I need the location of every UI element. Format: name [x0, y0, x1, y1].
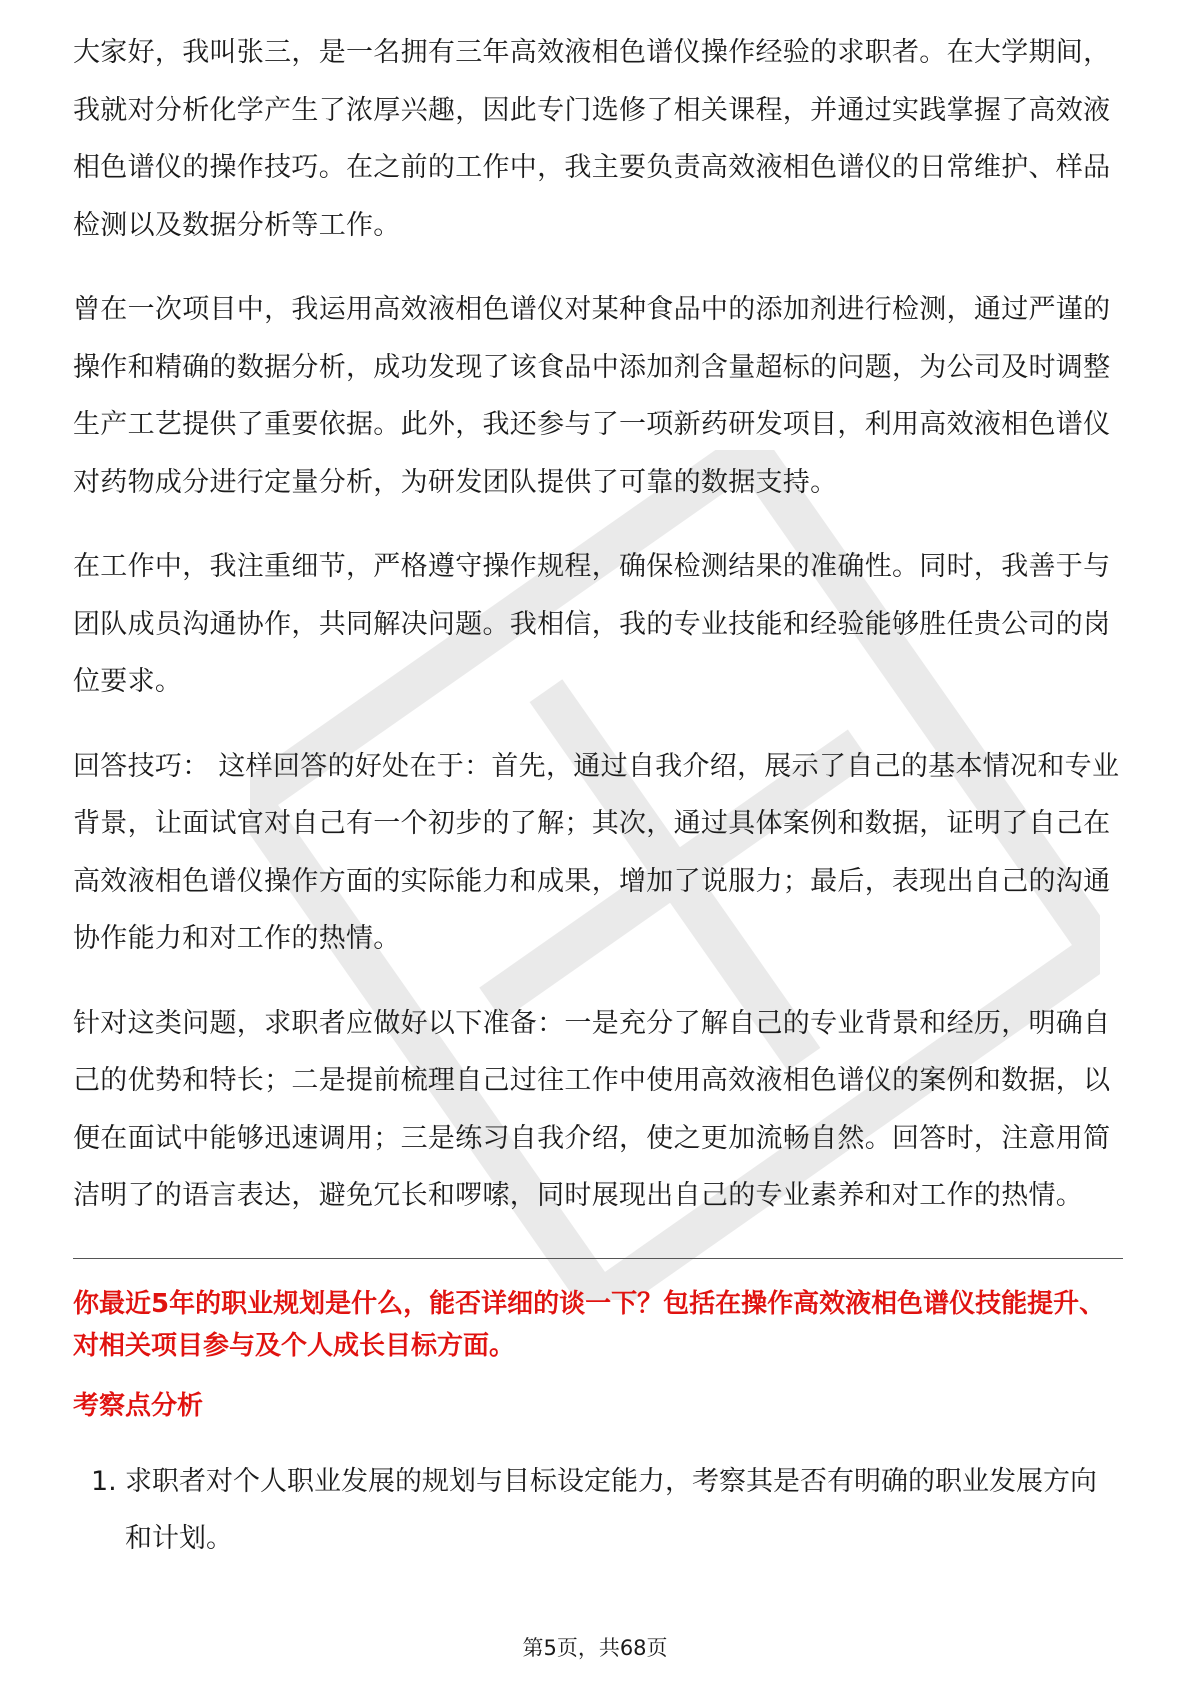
paragraph-preparation: 针对这类问题，求职者应做好以下准备：一是充分了解自己的专业背景和经历，明确自己的优势和特长；二是提前梳理自己过往工作中使用高效液相色谱仪的案例和数据，以便在面试中能够迅速调用；三是练习自我介绍，使之更加流畅自然。回答时，注意用简洁明了的语言表达，避免冗长和啰嗦，同时展现出自己的专业素养和对工作的热情。 — [73, 1007, 1111, 1211]
section-heading: 考察点分析 — [73, 1390, 204, 1421]
list-item-number: 1. — [91, 1465, 117, 1497]
analysis-list — [73, 1453, 1123, 1567]
paragraph-project-experience: 曾在一次项目中，我运用高效液相色谱仪对某种食品中的添加剂进行检测，通过严谨的操作和精确的数据分析，成功发现了该食品中添加剂含量超标的问题，为公司及时调整生产工艺提供了重要依据。此外，我还参与了一项新药研发项目，利用高效液相色谱仪对药物成分进行定量分析，为研发团队提供了可靠的数据支持。 — [73, 294, 1111, 498]
paragraph-answer-tips: 回答技巧： 这样回答的好处在于：首先，通过自我介绍，展示了自己的基本情况和专业背景，让面试官对自己有一个初步的了解；其次，通过具体案例和数据，证明了自己在高效液相色谱仪操作方面的实际能力和成果，增加了说服力；最后，表现出自己的沟通协作能力和对工作的热情。 — [73, 750, 1120, 954]
document-body — [73, 24, 1123, 1567]
page-footer: 第5页，共68页 — [522, 1636, 668, 1660]
list-item-text: 求职者对个人职业发展的规划与目标设定能力，考察其是否有明确的职业发展方向和计划。 — [125, 1465, 1097, 1554]
paragraph-work-attitude: 在工作中，我注重细节，严格遵守操作规程，确保检测结果的准确性。同时，我善于与团队成员沟通协作，共同解决问题。我相信，我的专业技能和经验能够胜任贵公司的岗位要求。 — [73, 551, 1111, 697]
paragraph-intro: 大家好，我叫张三，是一名拥有三年高效液相色谱仪操作经验的求职者。在大学期间，我就对分析化学产生了浓厚兴趣，因此专门选修了相关课程，并通过实践掌握了高效液相色谱仪的操作技巧。在之前的工作中，我主要负责高效液相色谱仪的日常维护、样品检测以及数据分析等工作。 — [73, 37, 1111, 241]
section-divider — [73, 1258, 1123, 1259]
list-item — [73, 1453, 1123, 1567]
interview-question: 你最近5年的职业规划是什么，能否详细的谈一下？包括在操作高效液相色谱仪技能提升、对相关项目参与及个人成长目标方面。 — [73, 1288, 1106, 1361]
